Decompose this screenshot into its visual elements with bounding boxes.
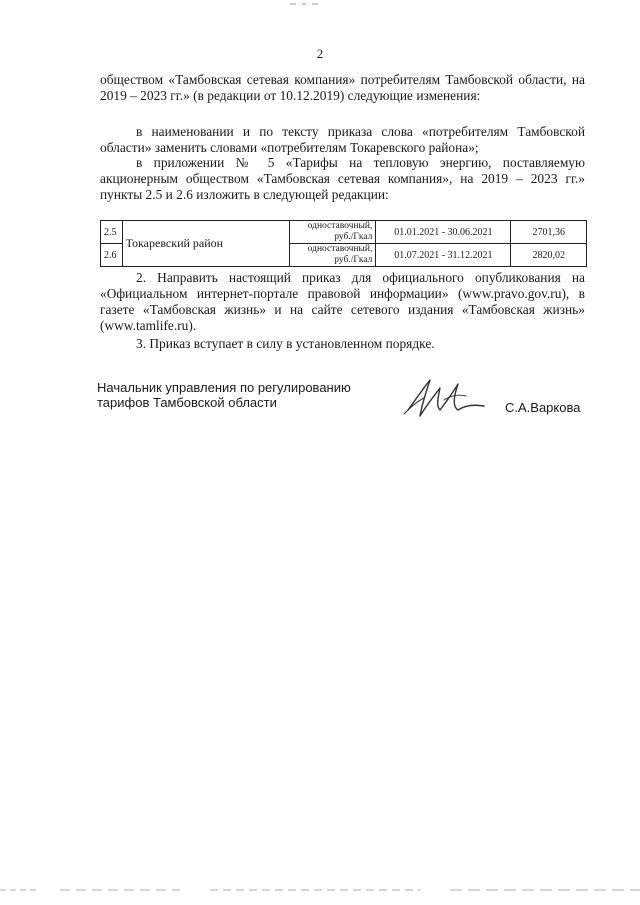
handwritten-signature-icon xyxy=(400,372,490,422)
paragraph-publication: 2. Направить настоящий приказ для официального опубликования на «Официальном интернет-портале правовой информации» (www.pravo.gov.ru), в газете «Тамбовская жизнь» и на сайте сетевого издания «Тамбовская жизнь» (www.tamlife.ru). xyxy=(100,270,585,333)
scan-artifact-top xyxy=(290,3,320,5)
scan-artifact-bottom xyxy=(0,888,640,892)
signatory-title-line1: Начальник управления по регулированию xyxy=(97,380,351,395)
signatory-name: С.А.Варкова xyxy=(505,400,581,415)
tariff-type: одноставочный, руб./Гкал xyxy=(289,244,375,267)
district-name: Токаревский район xyxy=(122,221,289,267)
table-row xyxy=(101,221,587,244)
tariff-type: одноставочный, руб./Гкал xyxy=(289,221,375,244)
tariff-table xyxy=(100,220,587,267)
paragraph-effective: 3. Приказ вступает в силу в установленном порядке. xyxy=(136,336,435,351)
signatory-title-line2: тарифов Тамбовской области xyxy=(97,395,277,410)
page-number: 2 xyxy=(316,46,324,61)
row-number: 2.5 xyxy=(101,221,123,244)
paragraph-rename: в наименовании и по тексту приказа слова «потребителям Тамбовской области» заменить словами «потребителям Токаревского района»; xyxy=(100,124,585,155)
tariff-value: 2701,36 xyxy=(511,221,587,244)
tariff-period: 01.01.2021 - 30.06.2021 xyxy=(376,221,511,244)
paragraph-intro: обществом «Тамбовская сетевая компания» потребителям Тамбовской области, на 2019 – 2023 гг.» (в редакции от 10.12.2019) следующие изменения: xyxy=(100,72,585,103)
signatory-title xyxy=(97,380,351,410)
tariff-value: 2820,02 xyxy=(511,244,587,267)
row-number: 2.6 xyxy=(101,244,123,267)
tariff-period: 01.07.2021 - 31.12.2021 xyxy=(376,244,511,267)
paragraph-appendix: в приложении № 5 «Тарифы на тепловую энергию, поставляемую акционерным обществом «Тамбовская сетевая компания», на 2019 – 2023 гг.» пункты 2.5 и 2.6 изложить в следующей редакции: xyxy=(100,155,585,202)
